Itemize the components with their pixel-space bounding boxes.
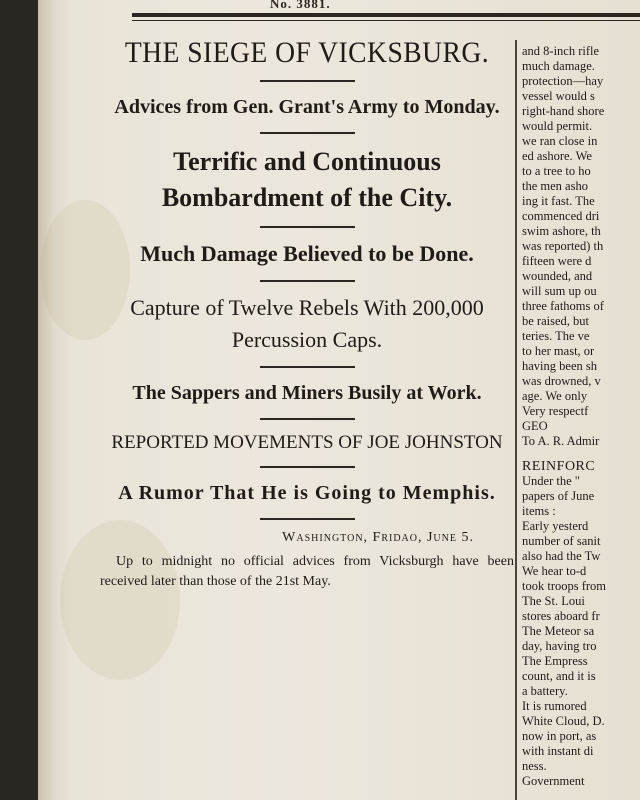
column-line: will sum up ou (522, 284, 597, 298)
masthead-rule (132, 13, 640, 17)
column-line: would permit. (522, 119, 593, 133)
column-line: The Meteor sa (522, 624, 595, 638)
dateline: Washington, Fridao, June 5. (282, 530, 474, 545)
column-line: be raised, but (522, 314, 589, 328)
column-line: ing it fast. The (522, 194, 595, 208)
column-line: vessel would s (522, 89, 595, 103)
headline-rule (260, 518, 355, 520)
column-line: items : (522, 504, 556, 518)
column-line: and 8-inch rifle (522, 44, 600, 58)
column-line: fifteen were d (522, 254, 592, 268)
deck-headline-7: A Rumor That He is Going to Memphis. (118, 482, 496, 504)
deck-headline-1: Advices from Gen. Grant's Army to Monday. (114, 96, 500, 118)
column-line: Under the " (522, 474, 580, 488)
column-line: to her mast, or (522, 344, 595, 358)
headline-rule (260, 466, 355, 468)
column-line: much damage. (522, 59, 595, 73)
article-title: THE SIEGE OF VICKSBURG. (124, 36, 490, 69)
column-line: three fathoms of (522, 299, 604, 313)
column-line: stores aboard fr (522, 609, 600, 623)
column-line: took troops from (522, 579, 607, 593)
masthead-fragment: No. 3881. (270, 0, 331, 8)
headline-rule (260, 226, 355, 228)
column-line: protection—hay (522, 74, 604, 88)
headline-rule (260, 80, 355, 82)
column-line: count, and it is (522, 669, 596, 683)
column-line: having been sh (522, 359, 597, 373)
column-line: swim ashore, th (522, 224, 601, 238)
column-line: Government (522, 774, 585, 788)
column-line: now in port, as (522, 729, 597, 743)
headline-rule (260, 280, 355, 282)
deck-headline-6: REPORTED MOVEMENTS OF JOE JOHNSTON (111, 432, 503, 453)
column-line: teries. The ve (522, 329, 590, 343)
column-line: to a tree to ho (522, 164, 591, 178)
column-line: was reported) th (522, 239, 604, 253)
deck-headline-2: Terrific and Continuous Bombardment of the City. (161, 147, 453, 212)
column-line: papers of June (522, 489, 595, 503)
column-line: also had the Tw (522, 549, 601, 563)
article-body: Up to midnight no official advices from Vicksburgh have been received later than those of the 21st May. (100, 554, 514, 589)
column-line: wounded, and (522, 269, 593, 283)
column-line: It is rumored (522, 699, 587, 713)
column-line: the men asho (522, 179, 588, 193)
column-line: we ran close in (522, 134, 598, 148)
column-divider (515, 40, 517, 800)
column-line: GEO (522, 419, 548, 433)
column-line: The Empress (522, 654, 588, 668)
deck-headline-5: The Sappers and Miners Busily at Work. (132, 382, 482, 404)
main-article (100, 30, 514, 592)
headline-rule (260, 418, 355, 420)
column-line: ness. (522, 759, 547, 773)
adjacent-column (522, 44, 640, 789)
column-line: number of sanit (522, 534, 601, 548)
column-line: To A. R. Admir (522, 434, 600, 448)
column-line: with instant di (522, 744, 594, 758)
column-line: The St. Loui (522, 594, 585, 608)
column-line: REINFORC (522, 459, 596, 474)
page-edge (38, 0, 52, 800)
masthead-rule-thin (132, 20, 640, 21)
column-line: We hear to-d (522, 564, 587, 578)
column-line: commenced dri (522, 209, 600, 223)
column-line: Early yesterd (522, 519, 589, 533)
headline-rule (260, 132, 355, 134)
column-line: was drowned, v (522, 374, 601, 388)
headline-rule (260, 366, 355, 368)
column-line: a battery. (522, 684, 568, 698)
column-line: White Cloud, D. (522, 714, 605, 728)
column-line: ed ashore. We (522, 149, 592, 163)
deck-headline-4: Capture of Twelve Rebels With 200,000 Percussion Caps. (130, 295, 484, 352)
column-line: Very respectf (522, 404, 589, 418)
deck-headline-3: Much Damage Believed to be Done. (140, 241, 474, 266)
column-line: right-hand shore (522, 104, 605, 118)
column-line: age. We only (522, 389, 588, 403)
column-gap (522, 449, 640, 459)
column-line: day, having tro (522, 639, 597, 653)
